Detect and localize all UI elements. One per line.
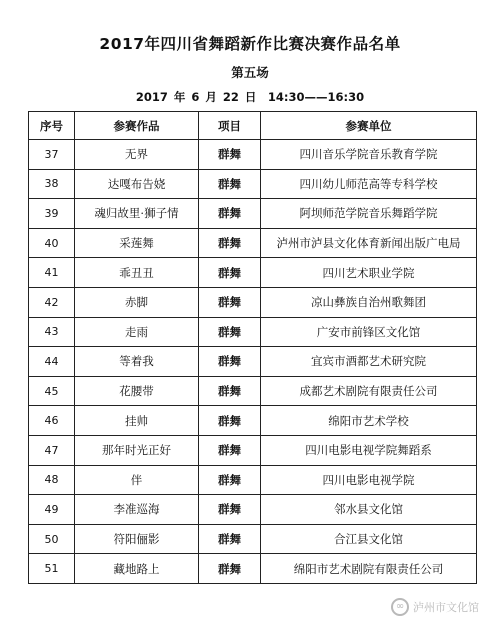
document-title: 2017年四川省舞蹈新作比赛决赛作品名单 — [99, 35, 401, 53]
table-row — [29, 406, 477, 436]
row-category: 群舞 — [199, 347, 261, 377]
row-index: 49 — [29, 495, 75, 525]
row-category: 群舞 — [199, 258, 261, 288]
entries-table — [28, 111, 477, 584]
row-category: 群舞 — [199, 495, 261, 525]
row-category: 群舞 — [199, 199, 261, 229]
table-row — [29, 376, 477, 406]
header-index: 序号 — [29, 112, 75, 140]
row-work: 达嘎布告娆 — [75, 169, 199, 199]
row-category: 群舞 — [199, 287, 261, 317]
table-row — [29, 347, 477, 377]
row-work: 走雨 — [75, 317, 199, 347]
row-index: 50 — [29, 524, 75, 554]
row-work: 花腰带 — [75, 376, 199, 406]
table-row — [29, 554, 477, 584]
row-unit: 四川音乐学院音乐教育学院 — [261, 140, 477, 170]
row-category: 群舞 — [199, 228, 261, 258]
row-index: 48 — [29, 465, 75, 495]
session-label: 第五场 — [231, 65, 269, 80]
table-row — [29, 140, 477, 170]
row-unit: 四川电影电视学院 — [261, 465, 477, 495]
header-unit: 参赛单位 — [261, 112, 477, 140]
row-index: 44 — [29, 347, 75, 377]
row-index: 51 — [29, 554, 75, 584]
row-category: 群舞 — [199, 406, 261, 436]
table-row — [29, 258, 477, 288]
row-index: 45 — [29, 376, 75, 406]
row-index: 41 — [29, 258, 75, 288]
row-index: 37 — [29, 140, 75, 170]
row-unit: 四川艺术职业学院 — [261, 258, 477, 288]
swirl-logo-icon: ∞ — [391, 598, 409, 616]
row-work: 赤脚 — [75, 287, 199, 317]
row-work: 魂归故里·狮子情 — [75, 199, 199, 229]
row-category: 群舞 — [199, 169, 261, 199]
row-category: 群舞 — [199, 554, 261, 584]
table-row — [29, 435, 477, 465]
row-work: 李准巡海 — [75, 495, 199, 525]
row-index: 42 — [29, 287, 75, 317]
table-row — [29, 465, 477, 495]
row-work: 那年时光正好 — [75, 435, 199, 465]
table-row — [29, 228, 477, 258]
table-row — [29, 287, 477, 317]
row-work: 符阳俪影 — [75, 524, 199, 554]
row-unit: 四川电影电视学院舞蹈系 — [261, 435, 477, 465]
row-unit: 泸州市泸县文化体育新闻出版广电局 — [261, 228, 477, 258]
row-unit: 阿坝师范学院音乐舞蹈学院 — [261, 199, 477, 229]
table-row — [29, 524, 477, 554]
row-category: 群舞 — [199, 465, 261, 495]
header-category: 项目 — [199, 112, 261, 140]
row-category: 群舞 — [199, 524, 261, 554]
row-index: 47 — [29, 435, 75, 465]
row-unit: 四川幼儿师范高等专科学校 — [261, 169, 477, 199]
row-work: 藏地路上 — [75, 554, 199, 584]
row-work: 挂帅 — [75, 406, 199, 436]
table-row — [29, 169, 477, 199]
row-unit: 成都艺术剧院有限责任公司 — [261, 376, 477, 406]
row-work: 乖丑丑 — [75, 258, 199, 288]
row-work: 无界 — [75, 140, 199, 170]
row-unit: 凉山彝族自治州歌舞团 — [261, 287, 477, 317]
table-header-row — [29, 112, 477, 140]
row-unit: 宜宾市酒都艺术研究院 — [261, 347, 477, 377]
row-category: 群舞 — [199, 317, 261, 347]
row-index: 40 — [29, 228, 75, 258]
row-unit: 绵阳市艺术剧院有限责任公司 — [261, 554, 477, 584]
session-datetime: 2017 年 6 月 22 日 14:30——16:30 — [135, 90, 365, 104]
table-row — [29, 199, 477, 229]
row-index: 39 — [29, 199, 75, 229]
row-category: 群舞 — [199, 435, 261, 465]
row-index: 38 — [29, 169, 75, 199]
row-work: 等着我 — [75, 347, 199, 377]
header-work: 参赛作品 — [75, 112, 199, 140]
row-unit: 合江县文化馆 — [261, 524, 477, 554]
row-work: 采莲舞 — [75, 228, 199, 258]
row-category: 群舞 — [199, 376, 261, 406]
table-row — [29, 495, 477, 525]
row-unit: 广安市前锋区文化馆 — [261, 317, 477, 347]
row-index: 46 — [29, 406, 75, 436]
row-unit: 绵阳市艺术学校 — [261, 406, 477, 436]
watermark-text: 泸州市文化馆 — [413, 601, 479, 614]
row-index: 43 — [29, 317, 75, 347]
table-row — [29, 317, 477, 347]
watermark — [391, 594, 479, 620]
row-unit: 邻水县文化馆 — [261, 495, 477, 525]
row-category: 群舞 — [199, 140, 261, 170]
row-work: 伴 — [75, 465, 199, 495]
